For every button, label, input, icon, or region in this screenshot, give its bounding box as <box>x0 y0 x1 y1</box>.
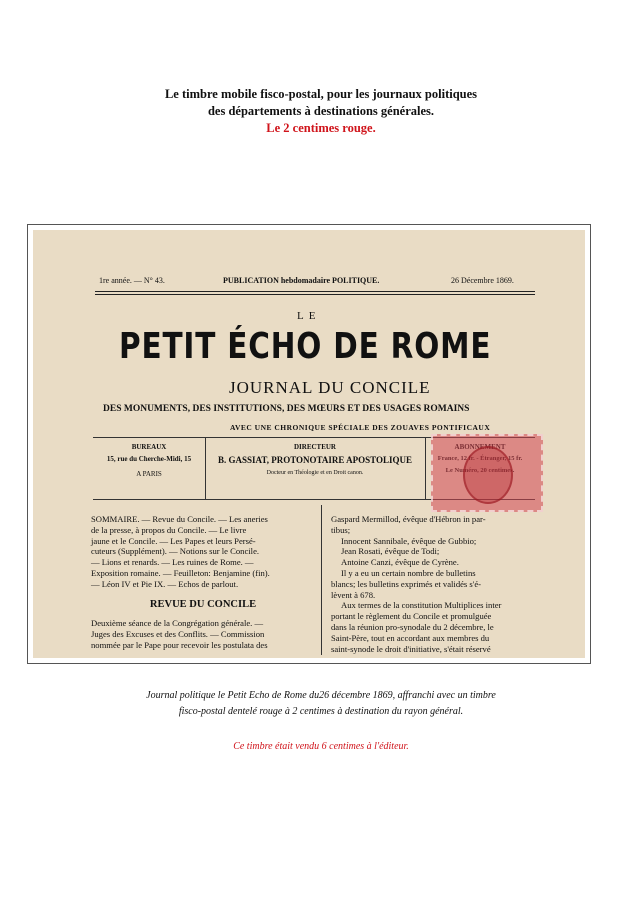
masthead-tagline-2: AVEC UNE CHRONIQUE SPÉCIALE DES ZOUAVES PONTIFICAUX <box>230 423 491 432</box>
left-column <box>91 514 315 651</box>
edition-number: 1re année. — N° 43. <box>99 276 165 285</box>
column-divider <box>321 505 322 655</box>
caption-red-line: Ce timbre était vendu 6 centimes à l'éditeur. <box>233 741 409 752</box>
section-line: Juges des Excuses et des Conflits. — Commission <box>91 629 265 640</box>
sommaire-line: jaune et le Concile. — Les Papes et leurs Persé- <box>91 535 256 546</box>
section-line: nommée par le Pape pour recevoir les postulata des <box>91 639 268 650</box>
article-line: Antoine Canzi, évêque de Cyrène. <box>341 557 459 568</box>
header-rule <box>95 291 535 295</box>
directeur-label: DIRECTEUR <box>293 443 336 451</box>
section-title: REVUE DU CONCILE <box>149 598 257 610</box>
stamp-portrait-oval <box>463 446 513 504</box>
heading-line-3: Le 2 centimes rouge. <box>266 121 376 135</box>
sommaire-line: SOMMAIRE. — Revue du Concile. — Les aneries <box>91 514 268 524</box>
red-fiscal-postal-stamp <box>431 434 543 512</box>
article-line: saint-synode le droit d'initiative, s'était réservé <box>331 643 491 654</box>
caption-line-2: fisco-postal dentelé rouge à 2 centimes à destination du rayon général. <box>178 706 464 717</box>
bureaux-address: 15, rue du Cherche-Midi, 15 <box>106 455 192 463</box>
masthead-le: LE <box>297 310 321 322</box>
publication-type: PUBLICATION hebdomadaire POLITIQUE. <box>223 276 380 285</box>
masthead-title: PETIT ÉCHO DE ROME <box>119 326 492 367</box>
caption-line-1: Journal politique le Petit Echo de Rome du26 décembre 1869, affranchi avec un timbre <box>146 690 496 701</box>
article-line: lèvent à 678. <box>331 589 376 600</box>
sommaire-line: de la presse, à propos du Concile. — Le livre <box>91 524 247 535</box>
article-line: blancs; les bulletins exprimés et validés s'é- <box>331 578 481 589</box>
journal-subtitle: JOURNAL DU CONCILE <box>229 378 431 397</box>
sommaire-line: cuteurs (Supplément). — Notions sur le Concile. <box>91 546 260 557</box>
newspaper-frame <box>27 224 591 664</box>
sommaire-line: Exposition romaine. — Feuilleton: Benjamine (fin). <box>91 567 270 578</box>
article-line: tibus; <box>331 524 351 535</box>
heading-line-1: Le timbre mobile fisco-postal, pour les journaux politiques <box>164 87 478 101</box>
issue-date: 26 Décembre 1869. <box>451 276 514 285</box>
section-line: Deuxième séance de la Congrégation générale. — <box>91 618 264 629</box>
article-line: Aux termes de la constitution Multiplices inter <box>341 600 502 611</box>
article-line: Jean Rosati, évêque de Todi; <box>341 546 440 557</box>
bureaux-city: A PARIS <box>136 470 162 478</box>
article-line: Gaspard Mermillod, évêque d'Hébron in par- <box>331 514 486 524</box>
article-line: Saint-Père, tout en accordant aux membres du <box>331 632 490 643</box>
heading-line-2: des départements à destinations générales. <box>207 104 435 118</box>
masthead-tagline: DES MONUMENTS, DES INSTITUTIONS, DES MŒURS ET DES USAGES ROMAINS <box>103 404 470 414</box>
article-line: dans la réunion pro-synodale du 2 décembre, le <box>331 621 494 632</box>
right-column <box>331 514 541 654</box>
caption <box>0 688 642 720</box>
directeur-credentials: Docteur en Théologie et en Droit canon. <box>266 470 364 476</box>
newspaper-image <box>33 230 585 658</box>
page-heading <box>0 86 642 137</box>
sommaire-line: — Léon IV et Pie IX. — Echos de parlout. <box>91 578 239 589</box>
directeur-name: B. GASSIAT, PROTONOTAIRE APOSTOLIQUE <box>218 455 412 465</box>
article-line: Il y a eu un certain nombre de bulletins <box>341 567 476 578</box>
bureaux-label: BUREAUX <box>131 443 167 451</box>
article-line: Innocent Sannibale, évêque de Gubbio; <box>341 535 477 546</box>
sommaire-line: — Lions et renards. — Les ruines de Rome. — <box>91 557 254 568</box>
article-line: portant le règlement du Concile et promulguée <box>331 611 492 622</box>
